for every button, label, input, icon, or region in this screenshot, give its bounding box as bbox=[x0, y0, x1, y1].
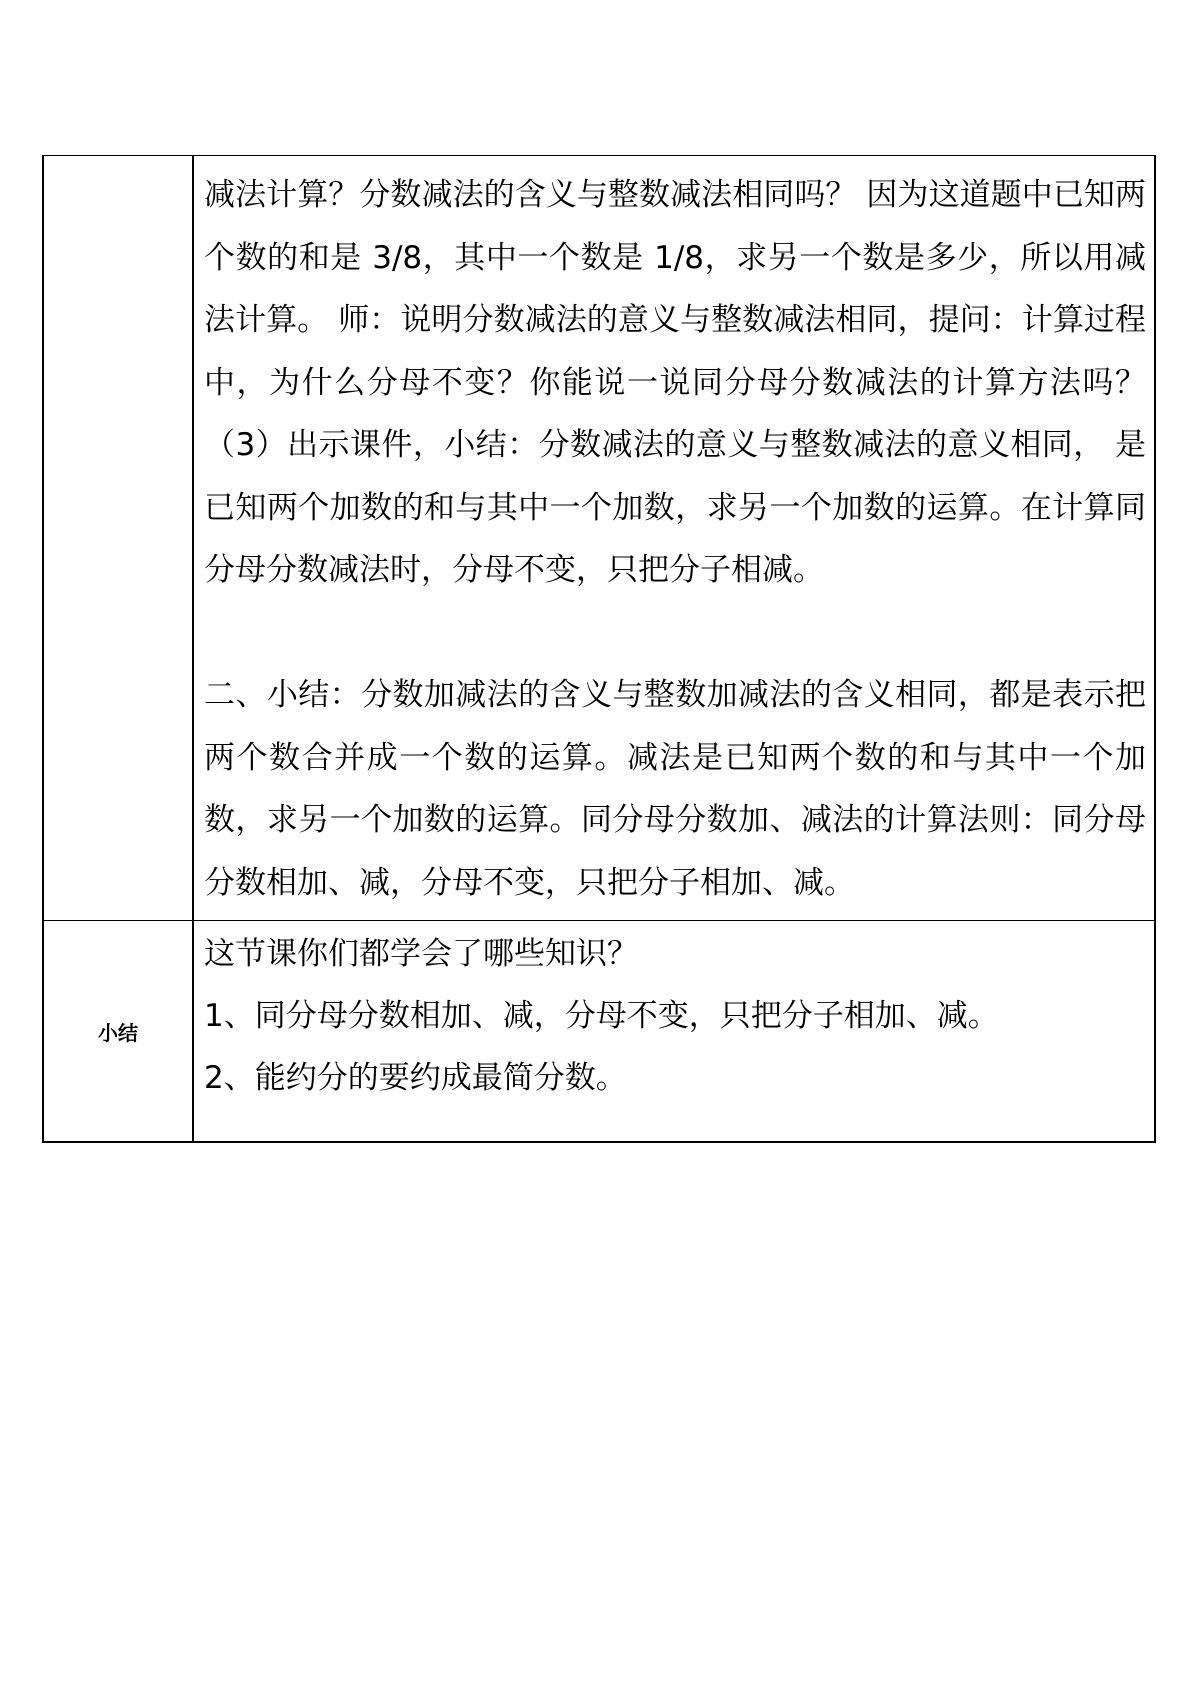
row-label-cell bbox=[43, 921, 193, 1143]
paragraph-subtraction-explanation: 减法计算？分数减法的含义与整数减法相同吗？ 因为这道题中已知两个数的和是 3/8，其中一个数是 1/8，求另一个数是多少，所以用减法计算。 师：说明分数减法的意义与整数减法相同，提问：计算过程中，为什么分母不变？你能说一说同分母分数减法的计算方法吗？（3）出示课件，小结：分数减法的意义与整数减法的意义相同， 是已知两个加数的和与其中一个加数，求另一个加数的运算。在计算同分母分数减法时，分母不变，只把分子相减。 bbox=[204, 177, 1146, 588]
row-label-cell bbox=[43, 156, 193, 921]
paragraph-gap bbox=[204, 602, 1146, 665]
row-content-cell bbox=[193, 156, 1155, 921]
summary-question: 这节课你们都学会了哪些知识？ bbox=[204, 936, 638, 972]
summary-point-1: 1、同分母分数相加、减，分母不变，只把分子相加、减。 bbox=[204, 998, 999, 1034]
row-label bbox=[44, 156, 192, 920]
summary-point-2: 2、能约分的要约成最简分数。 bbox=[204, 1060, 627, 1096]
row-content-cell bbox=[193, 921, 1155, 1143]
lesson-plan-table bbox=[42, 155, 1156, 1143]
table-row bbox=[43, 921, 1155, 1143]
paragraph-summary: 二、小结：分数加减法的含义与整数加减法的含义相同，都是表示把两个数合并成一个数的运算。减法是已知两个数的和与其中一个加数，求另一个加数的运算。同分母分数加、减法的计算法则：同分母分数相加、减，分母不变，只把分子相加、减。 bbox=[204, 677, 1146, 901]
row-label-summary: 小结 bbox=[98, 1020, 138, 1045]
table-row bbox=[43, 156, 1155, 921]
